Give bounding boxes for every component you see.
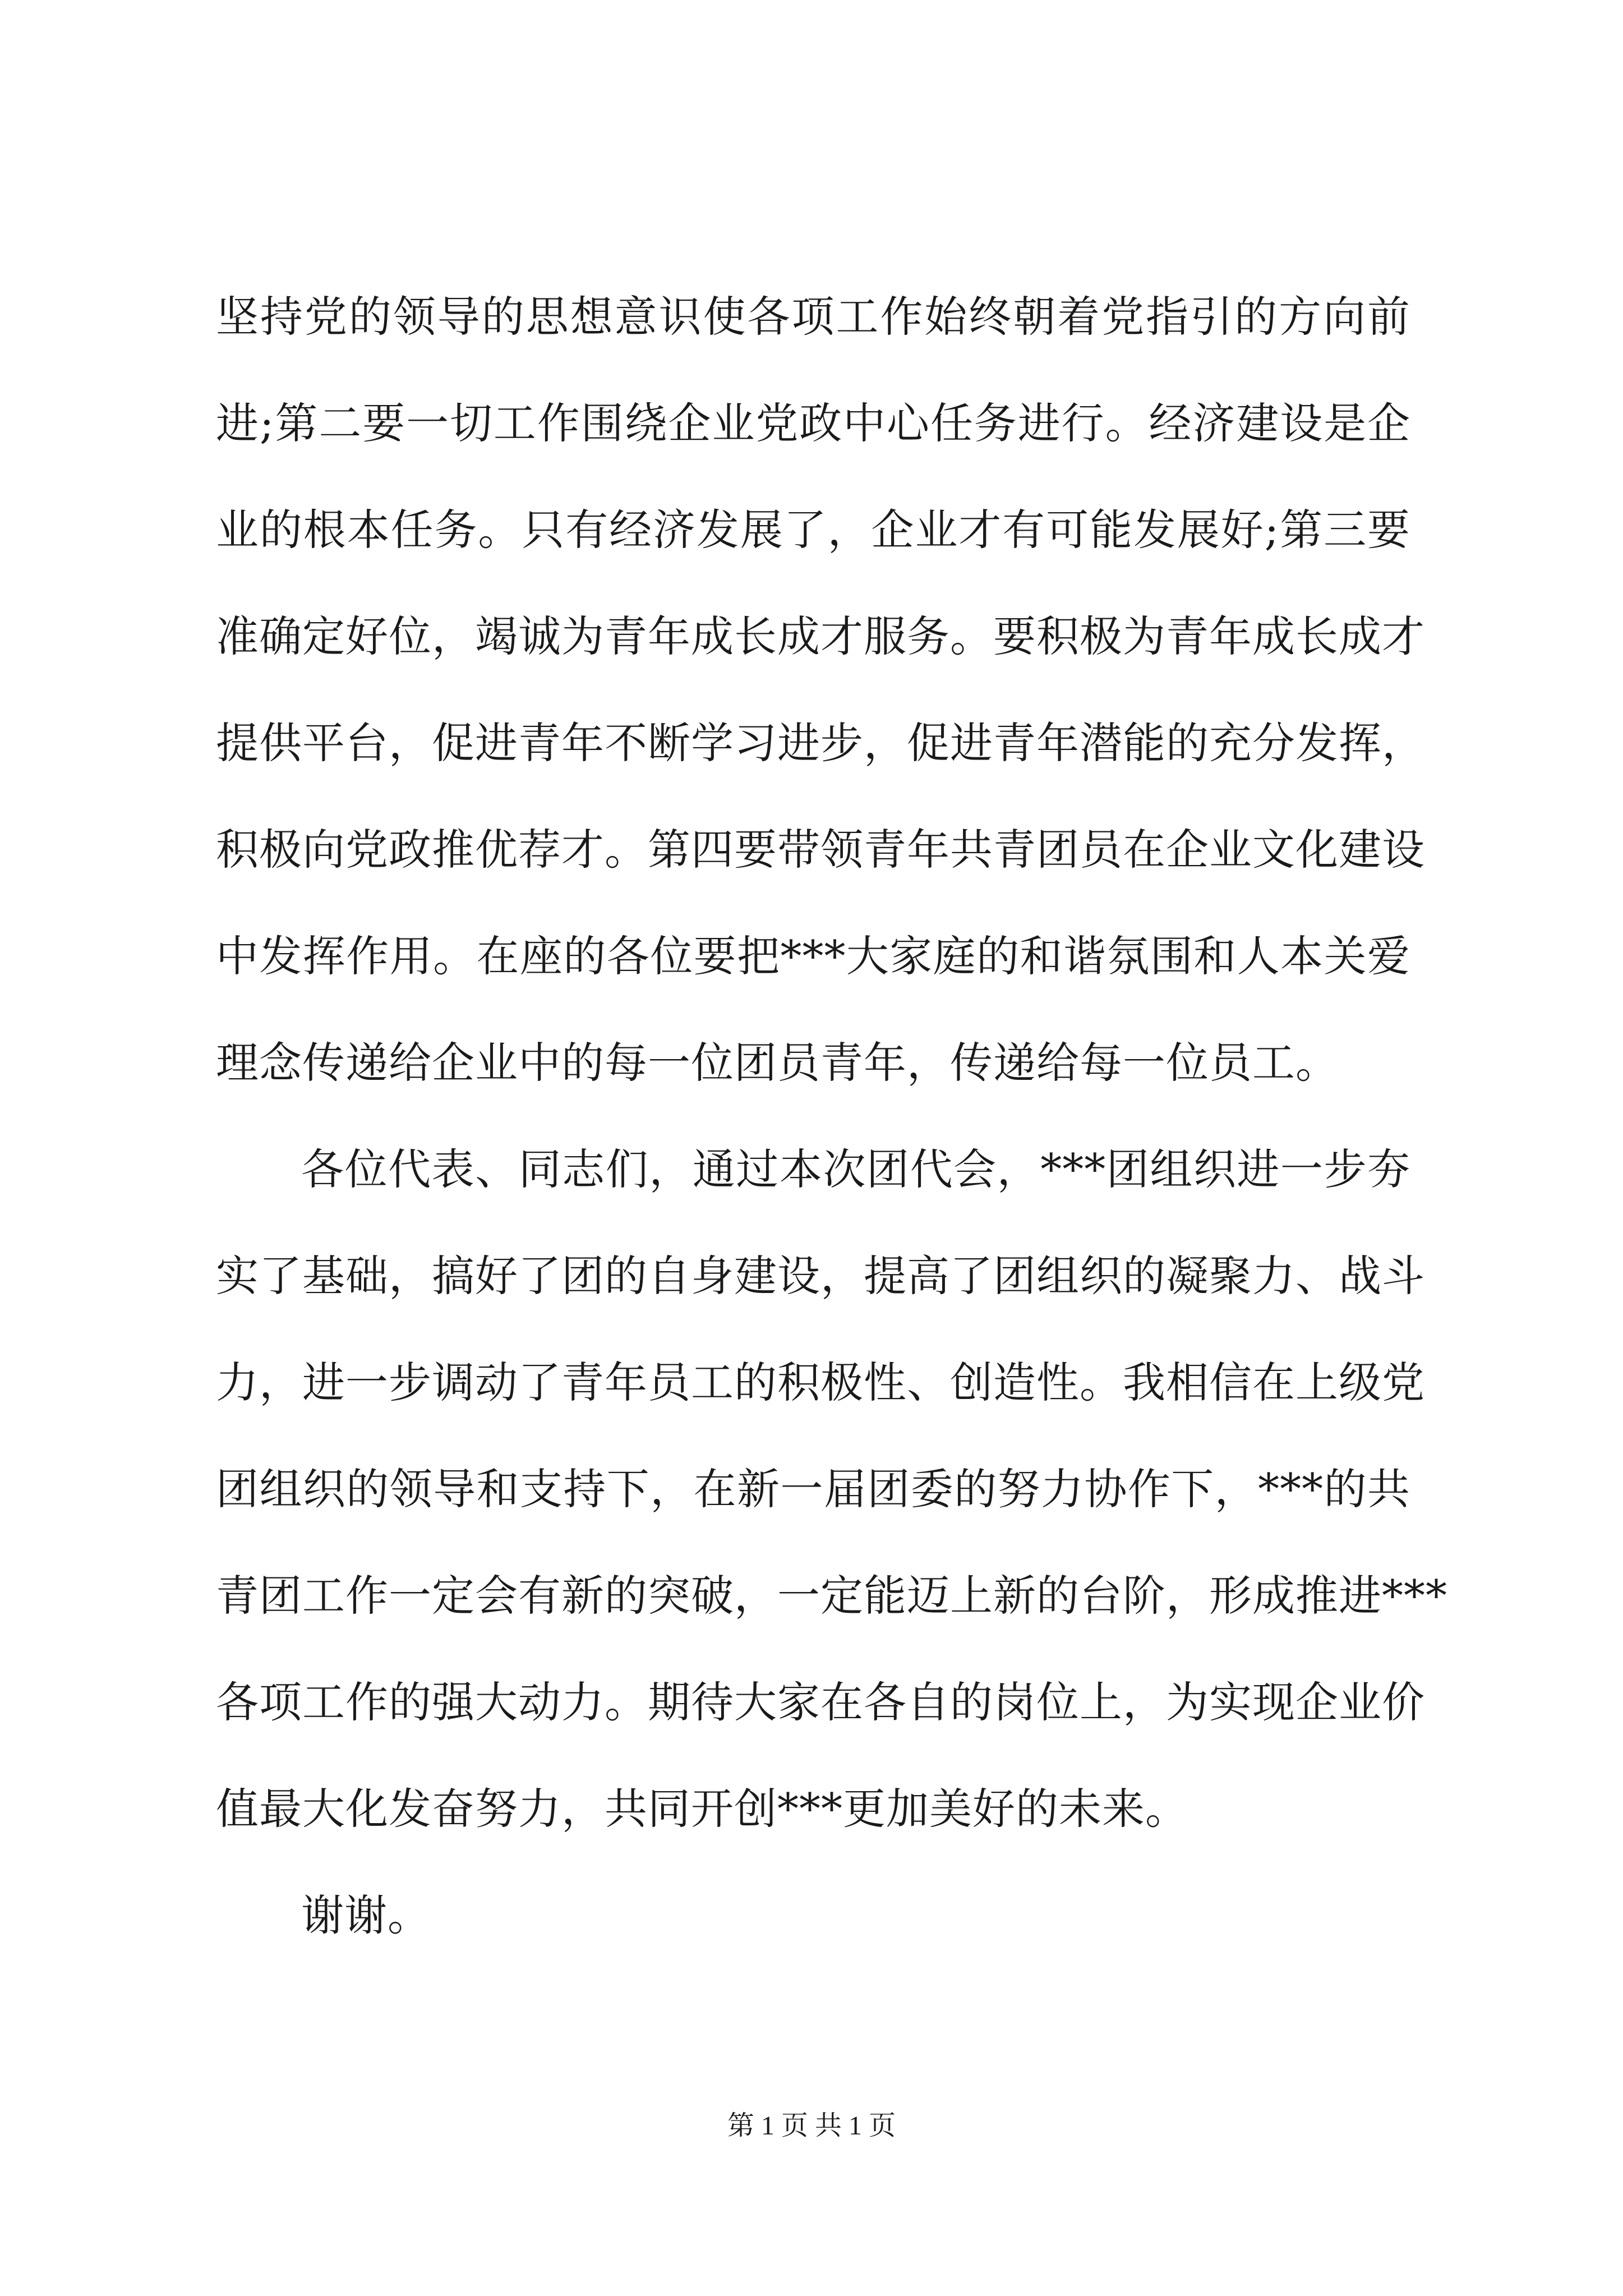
paragraph-2-line-7: 值最大化发奋努力，共同开创***更加美好的未来。: [216, 1784, 1188, 1834]
paragraph-2-line-1: 各位代表、同志们，通过本次团代会，***团组织进一步夯: [301, 1144, 1410, 1194]
paragraph-2-line-5: 青团工作一定会有新的突破，一定能迈上新的台阶，形成推进***: [216, 1571, 1447, 1621]
paragraph-2-line-3: 力，进一步调动了青年员工的积极性、创造性。我相信在上级党: [216, 1358, 1425, 1407]
paragraph-1-line-3: 业的根本任务。只有经济发展了，企业才有可能发展好;第三要: [216, 505, 1410, 555]
paragraph-1-line-4: 准确定好位，竭诚为青年成长成才服务。要积极为青年成长成才: [216, 611, 1425, 661]
paragraph-1-line-5: 提供平台，促进青年不断学习进步，促进青年潜能的充分发挥，: [216, 718, 1425, 768]
paragraph-2-line-4: 团组织的领导和支持下，在新一届团委的努力协作下，***的共: [216, 1464, 1410, 1514]
paragraph-1-line-8: 理念传递给企业中的每一位团员青年，传递给每一位员工。: [216, 1038, 1339, 1088]
paragraph-1-line-7: 中发挥作用。在座的各位要把***大家庭的和谐氛围和人本关爱: [216, 931, 1410, 981]
paragraph-1-line-6: 积极向党政推优荐才。第四要带领青年共青团员在企业文化建设: [216, 825, 1425, 875]
page-footer: 第 1 页 共 1 页: [727, 2111, 896, 2141]
body-text: [216, 264, 1447, 1969]
paragraph-1-line-2: 进;第二要一切工作围绕企业党政中心任务进行。经济建设是企: [216, 398, 1410, 448]
paragraph-2-line-6: 各项工作的强大动力。期待大家在各自的岗位上，为实现企业价: [216, 1677, 1425, 1727]
paragraph-1-line-1: 坚持党的领导的思想意识使各项工作始终朝着党指引的方向前: [216, 292, 1410, 342]
paragraph-2-line-2: 实了基础，搞好了团的自身建设，提高了团组织的凝聚力、战斗: [216, 1251, 1425, 1301]
paragraph-3-line-1: 谢谢。: [301, 1890, 431, 1940]
